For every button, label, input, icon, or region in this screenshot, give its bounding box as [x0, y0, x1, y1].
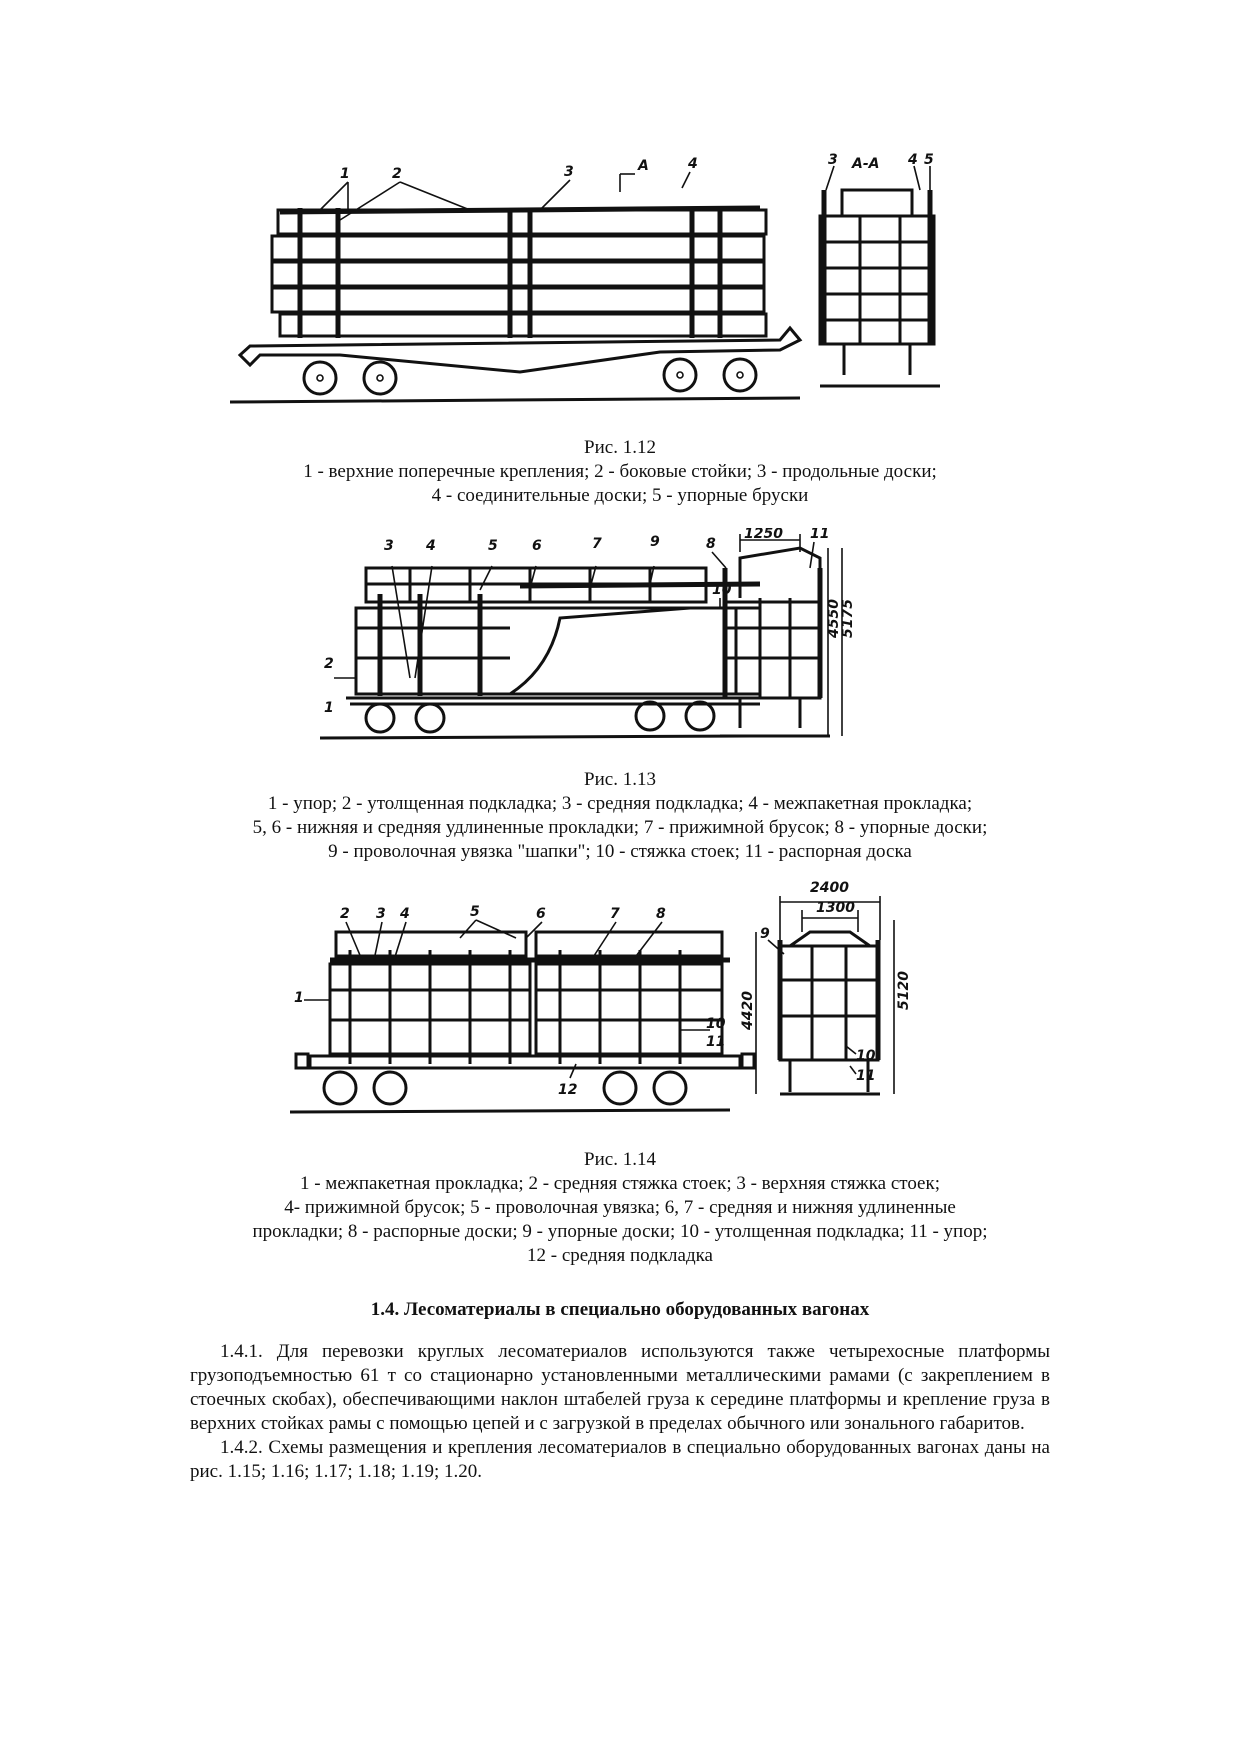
- caption-line: 1 - верхние поперечные крепления; 2 - боковые стойки; 3 - продольные доски;: [303, 461, 937, 482]
- figure-1-13: [320, 528, 950, 748]
- figure-1-14-drawing: [290, 880, 970, 1120]
- end-view-title: А-А: [852, 156, 880, 172]
- caption-line: 9 - проволочная увязка "шапки"; 10 - стяжка стоек; 11 - распорная доска: [328, 841, 912, 862]
- caption-line: прокладки; 8 - распорные доски; 9 - упорные доски; 10 - утолщенная подкладка; 11 - упор;: [252, 1221, 988, 1242]
- caption-1-13: [190, 768, 1050, 864]
- caption-title: Рис. 1.13: [584, 769, 656, 790]
- paragraph-1-4-1: 1.4.1. Для перевозки круглых лесоматериалов используются также четырехосные платформы грузоподъемностью 61 т со стационарно установленными металлическими рамами (с закреплением в стоечных скобах), обеспечивающими наклон штабелей груза к середине платформы и крепление груза в верхних стойках рамы с помощью цепей и с загрузкой в пределах обычного или зонального габаритов.: [190, 1341, 1050, 1434]
- callout-2: 2: [340, 906, 350, 922]
- figure-1-14: [290, 880, 970, 1120]
- log-stack: [272, 208, 766, 338]
- callout-7: 7: [592, 536, 602, 552]
- callout-10: 10: [706, 1016, 726, 1032]
- caption-title: Рис. 1.12: [584, 437, 656, 458]
- callout-6: 6: [532, 538, 542, 554]
- dim-1250: 1250: [744, 528, 783, 542]
- callout-3: 3: [376, 906, 386, 922]
- end-callout-3: 3: [828, 152, 838, 168]
- callout-10: 10: [712, 582, 732, 598]
- end-callout-9: 9: [760, 926, 770, 942]
- end-callout-10: 10: [856, 1048, 876, 1064]
- end-callout-4: 4: [908, 152, 918, 168]
- figure-1-13-drawing: [320, 528, 950, 748]
- callout-12: 12: [558, 1082, 578, 1098]
- caption-line: 4 - соединительные доски; 5 - упорные бруски: [431, 485, 809, 506]
- side-view: [320, 568, 760, 738]
- callouts-side: [324, 534, 732, 716]
- callout-1: 1: [340, 166, 350, 182]
- end-callout-5: 5: [924, 152, 934, 168]
- caption-1-12: [190, 436, 1050, 508]
- callout-1: 1: [324, 700, 334, 716]
- callout-6: 6: [536, 906, 546, 922]
- caption-line: 1 - упор; 2 - утолщенная подкладка; 3 - средняя подкладка; 4 - межпакетная прокладка;: [267, 793, 973, 814]
- figure-1-12-drawing: [220, 150, 1060, 410]
- platform: [230, 328, 800, 402]
- section-heading: 1.4. Лесоматериалы в специально оборудованных вагонах: [370, 1299, 870, 1320]
- dim-5175: 5175: [840, 599, 856, 638]
- end-callout-11: 11: [856, 1068, 876, 1084]
- caption-line: 12 - средняя подкладка: [527, 1245, 713, 1266]
- dim-5120: 5120: [896, 971, 912, 1010]
- callout-4: 4: [400, 906, 410, 922]
- end-view: [820, 152, 940, 386]
- section-mark: А: [638, 158, 649, 174]
- callout-1: 1: [294, 990, 304, 1006]
- dim-4420: 4420: [740, 991, 756, 1030]
- caption-line: 4- прижимной брусок; 5 - проволочная увязка; 6, 7 - средняя и нижняя удлиненные: [284, 1197, 956, 1218]
- callout-5: 5: [470, 904, 480, 920]
- end-callout-11: 11: [810, 528, 830, 542]
- caption-1-14: [190, 1148, 1050, 1268]
- section-body: [190, 1340, 1050, 1484]
- caption-title: Рис. 1.14: [584, 1149, 656, 1170]
- callout-8: 8: [656, 906, 666, 922]
- dim-2400: 2400: [810, 880, 849, 896]
- callout-9: 9: [650, 534, 660, 550]
- callout-2: 2: [392, 166, 402, 182]
- end-callout-8: 8: [706, 536, 716, 552]
- callout-4: 4: [426, 538, 436, 554]
- caption-line: 1 - межпакетная прокладка; 2 - средняя стяжка стоек; 3 - верхняя стяжка стоек;: [299, 1173, 941, 1194]
- caption-line: 5, 6 - нижняя и средняя удлиненные прокладки; 7 - прижимной брусок; 8 - упорные доски;: [252, 817, 988, 838]
- callout-7: 7: [610, 906, 620, 922]
- callout-3: 3: [384, 538, 394, 554]
- figure-1-12: [220, 150, 1060, 410]
- callout-4: 4: [688, 156, 698, 172]
- callout-2: 2: [324, 656, 334, 672]
- dim-4550: 4550: [826, 599, 842, 638]
- paragraph-1-4-2: 1.4.2. Схемы размещения и крепления лесоматериалов в специально оборудованных вагонах даны на рис. 1.15; 1.16; 1.17; 1.18; 1.19; 1.20.: [190, 1437, 1050, 1482]
- dim-1300: 1300: [816, 900, 855, 916]
- callout-5: 5: [488, 538, 498, 554]
- side-view: [290, 932, 754, 1112]
- callout-11: 11: [706, 1034, 726, 1050]
- end-view: [740, 880, 912, 1094]
- callout-3: 3: [564, 164, 574, 180]
